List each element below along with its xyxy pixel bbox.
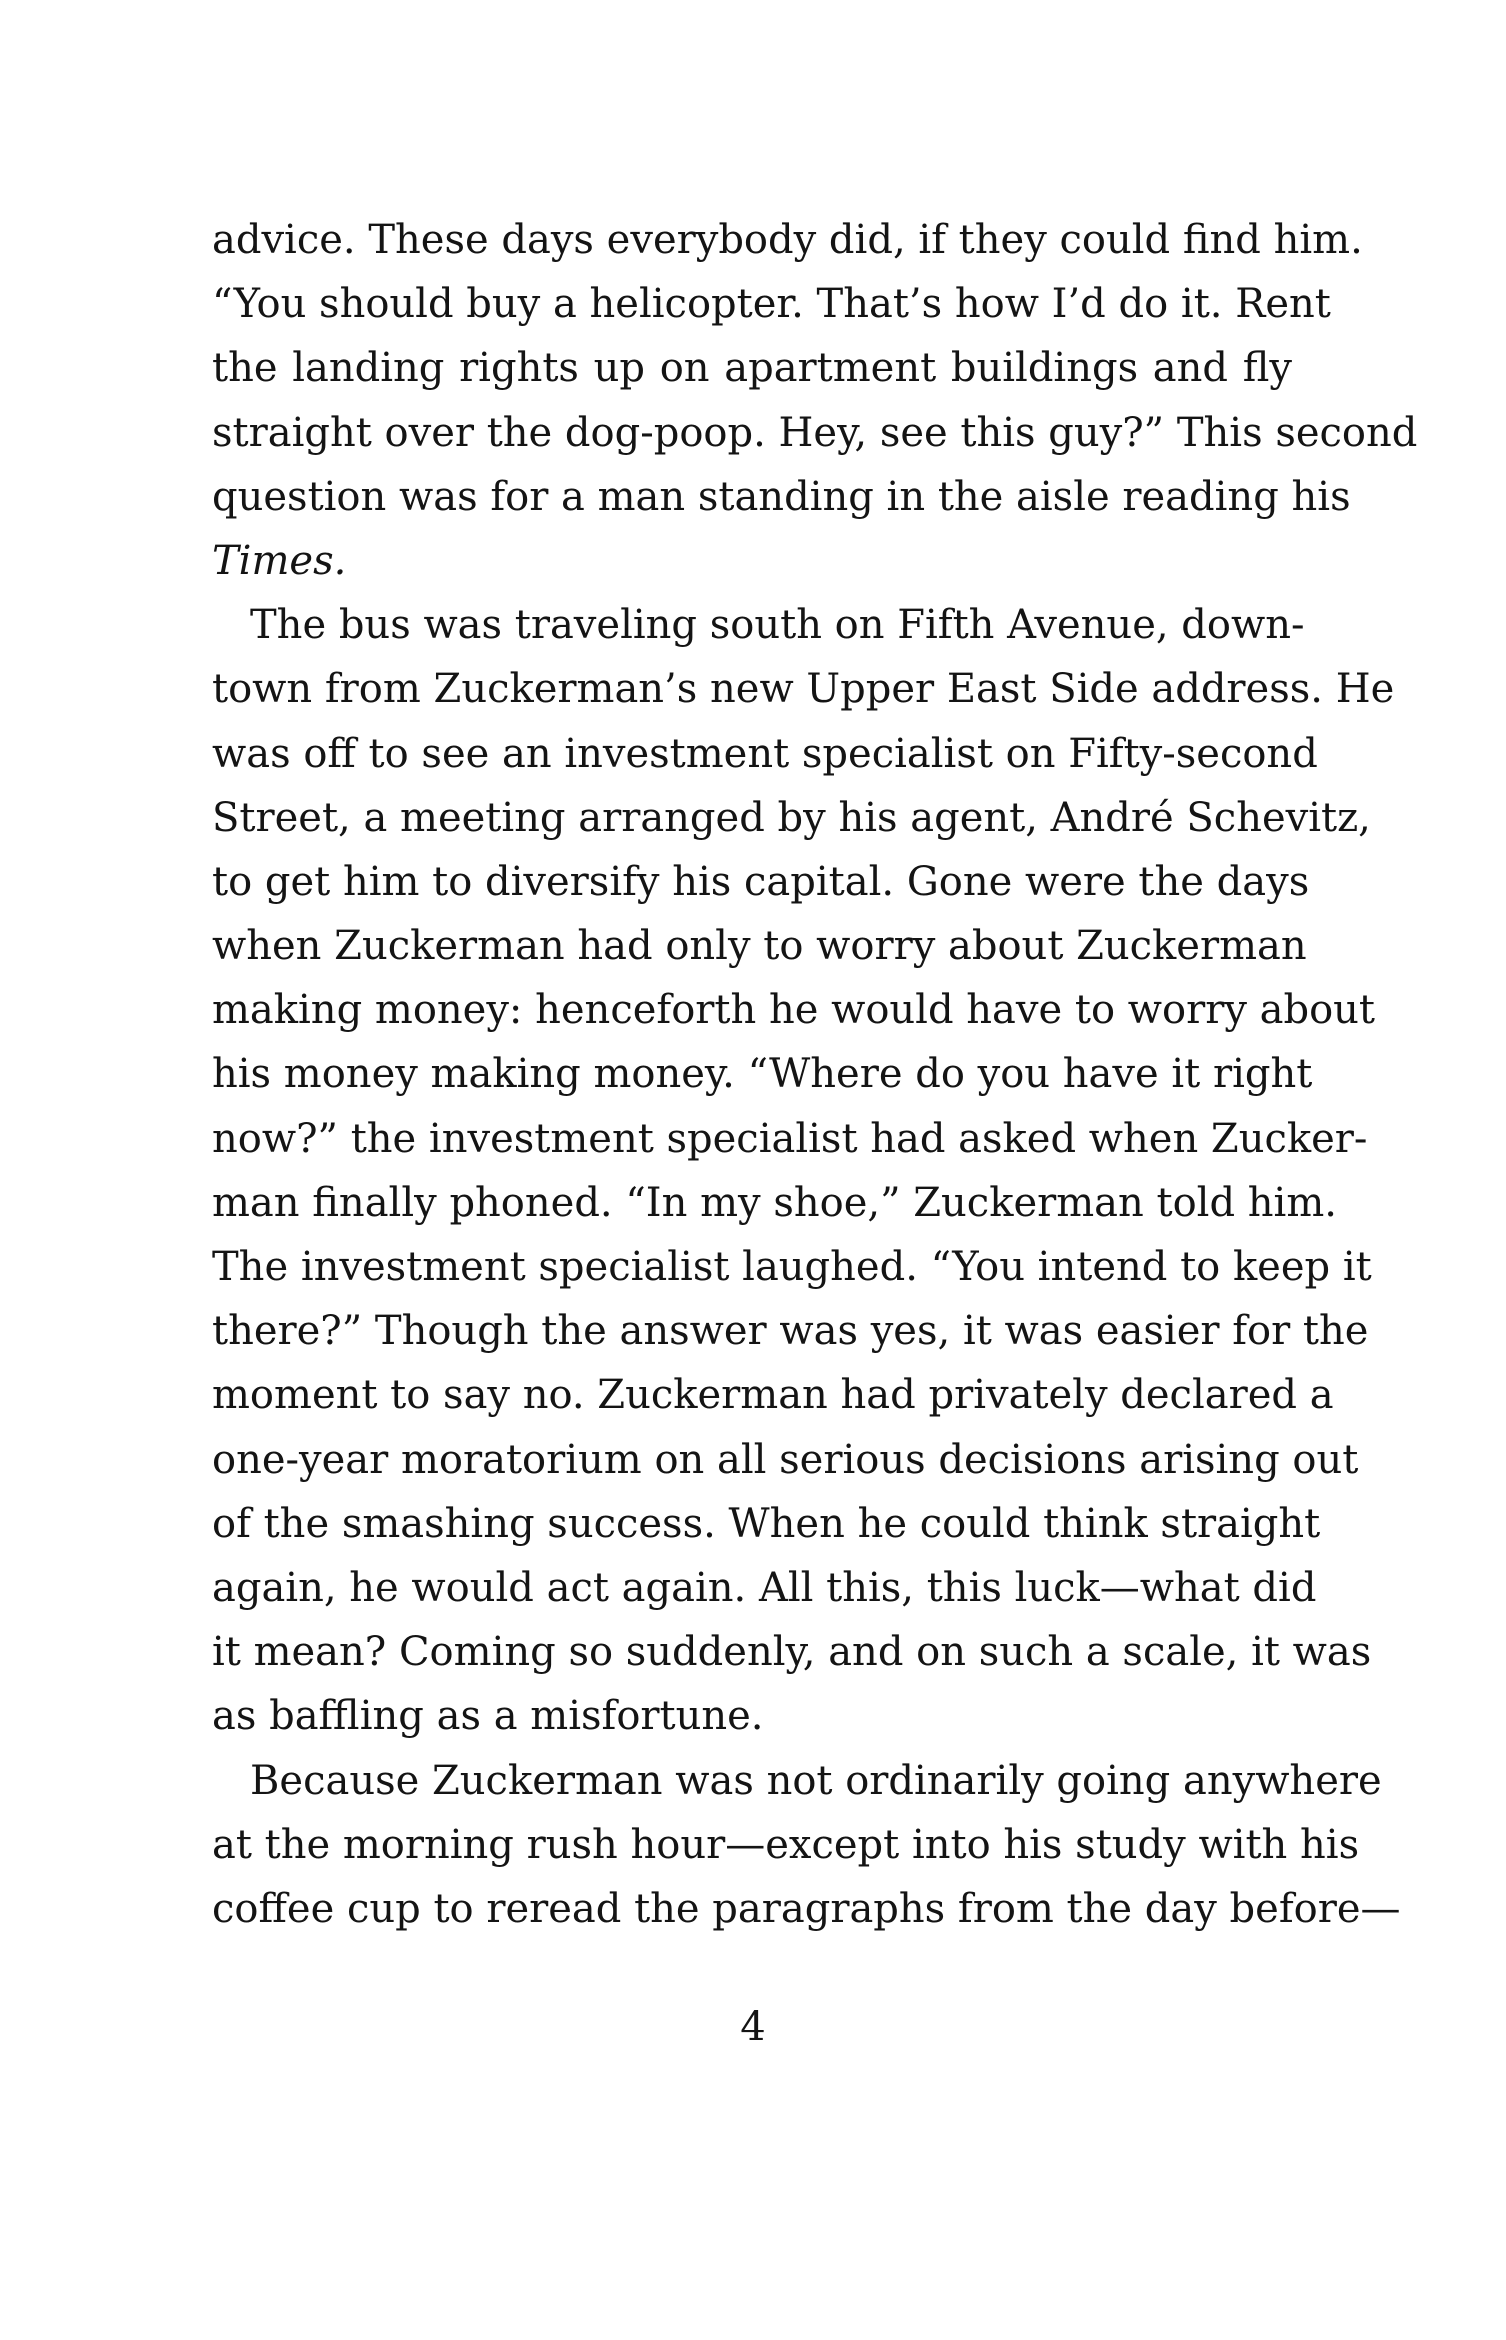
text-line: Because Zuckerman was not ordinarily going anywhere	[250, 1757, 1382, 1804]
body-text	[212, 208, 1418, 1941]
text-line: as baffling as a misfortune.	[212, 1693, 764, 1740]
text-line: there?” Though the answer was yes, it was easier for the	[212, 1308, 1369, 1355]
text-line: town from Zuckerman’s new Upper East Side address. He	[212, 666, 1395, 713]
text-line: advice. These days everybody did, if they could find him.	[212, 217, 1363, 263]
paragraph-1	[212, 208, 1418, 593]
text-line: Street, a meeting arranged by his agent, André Schevitz,	[212, 794, 1371, 841]
text-line: straight over the dog-poop. Hey, see this guy?” This second	[212, 409, 1418, 456]
page-number: 4	[740, 2004, 766, 2050]
text-line: question was for a man standing in the aisle reading his	[212, 473, 1351, 520]
text-line: one-year moratorium on all serious decisions arising out	[212, 1436, 1359, 1483]
text-line: man finally phoned. “In my shoe,” Zuckerman told him.	[212, 1179, 1337, 1226]
text-line	[212, 529, 1292, 593]
paragraph-2	[212, 593, 1395, 1748]
text-line: it mean? Coming so suddenly, and on such a scale, it was	[212, 1629, 1372, 1676]
text-line: making money: henceforth he would have to worry about	[212, 987, 1376, 1034]
text-line: The bus was traveling south on Fifth Avenue, down-	[250, 602, 1305, 649]
italic-title: Times.	[212, 537, 347, 584]
text-line: the landing rights up on apartment buildings and fly	[212, 345, 1292, 392]
text-line: was off to see an investment specialist on Fifty-second	[212, 730, 1318, 777]
text-line: moment to say no. Zuckerman had privately declared a	[212, 1372, 1334, 1419]
paragraph-3	[212, 1749, 1401, 1942]
text-line: coffee cup to reread the paragraphs from the day before—	[212, 1885, 1401, 1932]
text-line: of the smashing success. When he could think straight	[212, 1500, 1321, 1547]
text-line: to get him to diversify his capital. Gone were the days	[212, 858, 1310, 905]
text-line: again, he would act again. All this, this luck—what did	[212, 1564, 1317, 1611]
text-line: when Zuckerman had only to worry about Zuckerman	[212, 923, 1307, 970]
text-line: his money making money. “Where do you have it right	[212, 1051, 1313, 1098]
text-line: at the morning rush hour—except into his study with his	[212, 1821, 1360, 1868]
text-line: now?” the investment specialist had asked when Zucker-	[212, 1115, 1368, 1162]
text-line: “You should buy a helicopter. That’s how I’d do it. Rent	[212, 281, 1331, 328]
text-line: The investment specialist laughed. “You intend to keep it	[212, 1244, 1372, 1290]
